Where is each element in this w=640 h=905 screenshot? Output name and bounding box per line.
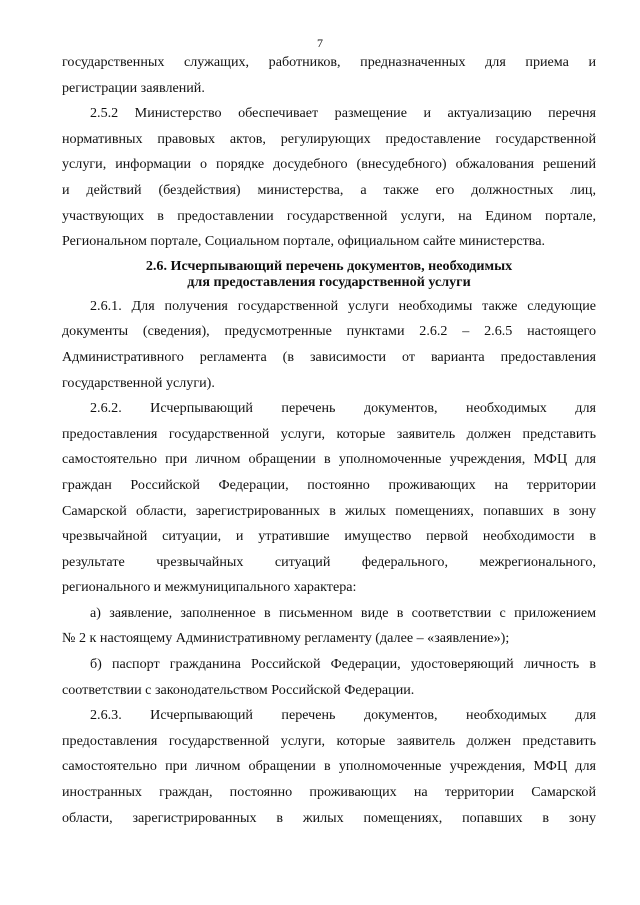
section-heading-line: для предоставления государственной услуги — [187, 274, 471, 291]
text-line: результате чрезвычайных ситуаций федерального, межрегионального, — [62, 553, 596, 570]
document-body — [62, 50, 596, 831]
text-line: регионального и межмуниципального характера: — [62, 579, 357, 596]
text-line: 2.6.1. Для получения государственной услуги необходимы также следующие — [90, 297, 596, 314]
text-line: 2.6.2. Исчерпывающий перечень документов, необходимых для — [90, 400, 596, 417]
text-line: чрезвычайной ситуации, и утратившие имущество первой необходимости в — [62, 528, 596, 545]
text-line: нормативных правовых актов, регулирующих предоставление государственной — [62, 130, 596, 147]
page-number: 7 — [317, 36, 323, 50]
section-heading-line: 2.6. Исчерпывающий перечень документов, необходимых — [145, 257, 513, 274]
list-item-a: а) заявление, заполненное в письменном виде в соответствии с приложением — [90, 604, 596, 621]
text-line: области, зарегистрированных в жилых помещениях, попавших в зону — [62, 809, 596, 826]
text-line: иностранных граждан, постоянно проживающих на территории Самарской — [62, 784, 596, 801]
text-line: 2.6.3. Исчерпывающий перечень документов, необходимых для — [90, 707, 596, 724]
text-line: 2.5.2 Министерство обеспечивает размещение и актуализацию перечня — [90, 105, 596, 122]
text-line: государственной услуги). — [62, 374, 215, 391]
text-line: граждан Российской Федерации, постоянно проживающих на территории — [62, 476, 596, 493]
text-line: № 2 к настоящему Административному регламенту (далее – «заявление»); — [62, 630, 510, 647]
text-line: регистрации заявлений. — [62, 79, 205, 96]
text-line: и действий (бездействия) министерства, а также его должностных лиц, — [62, 181, 596, 198]
list-item-b: б) паспорт гражданина Российской Федерации, удостоверяющий личность в — [90, 656, 596, 673]
text-line: государственных служащих, работников, предназначенных для приема и — [62, 54, 596, 70]
text-line: участвующих в предоставлении государственной услуги, на Едином портале, — [62, 207, 596, 224]
section-heading — [62, 255, 596, 294]
text-line: Самарской области, зарегистрированных в жилых помещениях, попавших в зону — [62, 502, 596, 519]
text-line: Административного регламента (в зависимости от варианта предоставления — [62, 348, 596, 365]
text-line: услуги, информации о порядке досудебного (внесудебного) обжалования решений — [62, 156, 596, 173]
text-line: Региональном портале, Социальном портале, официальном сайте министерства. — [62, 233, 546, 250]
text-line: документы (сведения), предусмотренные пунктами 2.6.2 – 2.6.5 настоящего — [62, 323, 596, 340]
text-line: самостоятельно при личном обращении в уполномоченные учреждения, МФЦ для — [62, 758, 596, 775]
text-line: самостоятельно при личном обращении в уполномоченные учреждения, МФЦ для — [62, 451, 596, 468]
text-line: соответствии с законодательством Российской Федерации. — [62, 681, 415, 698]
text-line: предоставления государственной услуги, которые заявитель должен представить — [62, 425, 596, 442]
text-line: предоставления государственной услуги, которые заявитель должен представить — [62, 732, 596, 749]
